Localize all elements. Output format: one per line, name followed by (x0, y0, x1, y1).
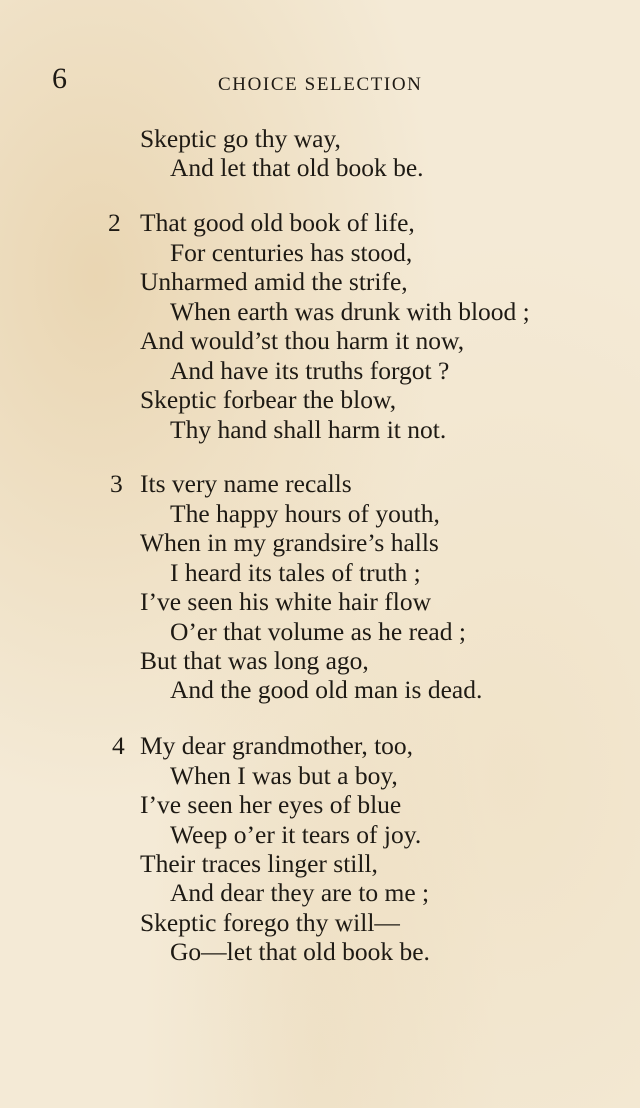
poem-line: When I was but a boy, (170, 761, 398, 790)
stanza-number: 2 (108, 208, 121, 237)
poem-line: My dear grandmother, too, (140, 731, 414, 760)
poem-line: Skeptic forego thy will— (140, 908, 400, 937)
running-head: CHOICE SELECTION (218, 74, 423, 95)
poem-line: That good old book of life, (140, 208, 415, 237)
poem-line: When earth was drunk with blood ; (170, 297, 530, 326)
poem-line: I’ve seen her eyes of blue (140, 790, 402, 819)
poem-line: Unharmed amid the strife, (140, 267, 408, 296)
poem-line: And would’st thou harm it now, (140, 326, 465, 355)
poem-line: And let that old book be. (170, 153, 424, 182)
poem-line: Go—let that old book be. (170, 937, 430, 966)
poem-line: The happy hours of youth, (170, 499, 440, 528)
poem-line: But that was long ago, (140, 646, 369, 675)
poem-line: O’er that volume as he read ; (170, 617, 466, 646)
poem-line: And the good old man is dead. (170, 675, 483, 704)
stanza-number: 4 (112, 731, 125, 760)
poem-line: Weep o’er it tears of joy. (170, 820, 422, 849)
poem-line: Thy hand shall harm it not. (170, 415, 447, 444)
poem-line: Their traces linger still, (140, 849, 378, 878)
poem-line: For centuries has stood, (170, 238, 413, 267)
page-number: 6 (52, 62, 67, 95)
poem-line: When in my grandsire’s halls (140, 528, 439, 557)
poem-line: Its very name recalls (140, 469, 352, 498)
poem-line: I’ve seen his white hair flow (140, 587, 432, 616)
poem-line: Skeptic go thy way, (140, 124, 341, 153)
poem-line: I heard its tales of truth ; (170, 558, 421, 587)
poem-line: And dear they are to me ; (170, 878, 430, 907)
stanza-number: 3 (110, 469, 123, 498)
poem-line: And have its truths forgot ? (170, 356, 450, 385)
poem-line: Skeptic forbear the blow, (140, 385, 397, 414)
